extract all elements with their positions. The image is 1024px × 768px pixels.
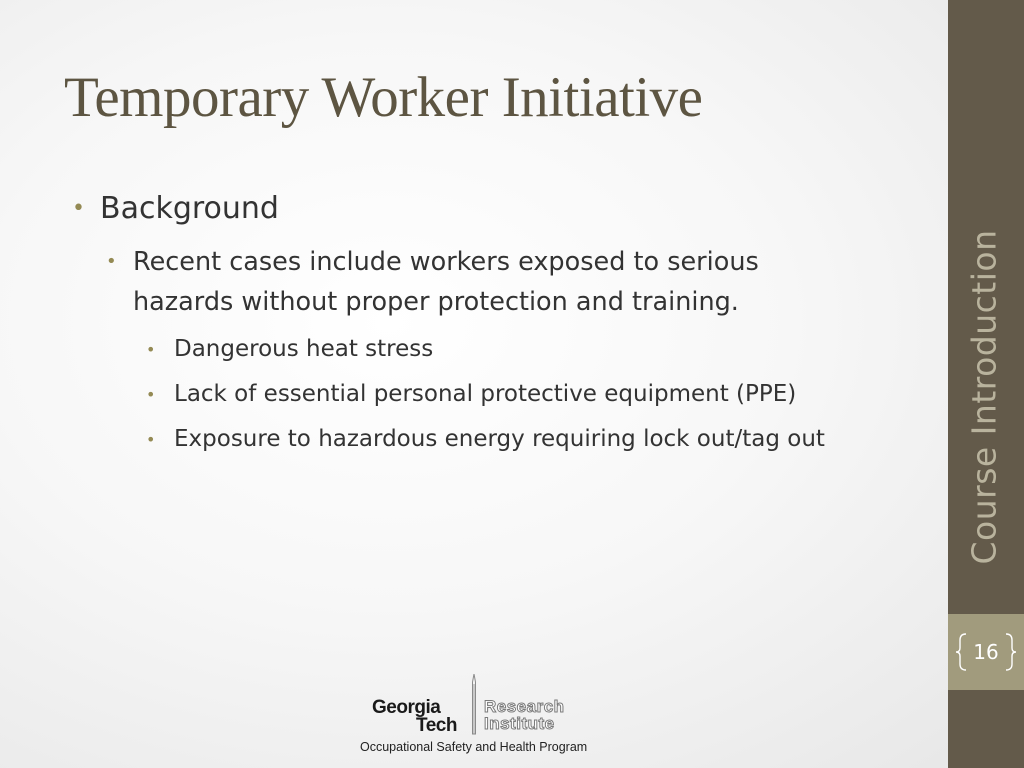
logo-research-text: Research (484, 697, 565, 716)
page-number: 16 (973, 640, 999, 664)
bullet-level2 (106, 242, 912, 322)
bullet-dot-icon: • (106, 251, 117, 272)
slide-body (72, 188, 912, 462)
bullet-text: Exposure to hazardous energy requiring lock out/tag out (174, 426, 825, 452)
bullet-level1 (72, 188, 912, 230)
page-number-box (948, 614, 1024, 690)
logo-tech-text: Tech (416, 715, 457, 736)
bullet-level3-heat-stress (146, 327, 912, 372)
tech-tower-icon (467, 674, 481, 736)
bullet-dot-icon: • (146, 340, 156, 359)
bullet-text: Dangerous heat stress (174, 336, 434, 362)
bullet-text-line-1: Recent cases include workers exposed to serious (133, 247, 759, 277)
bullet-dot-icon: • (72, 196, 85, 221)
slide-title: Temporary Worker Initiative (64, 66, 703, 129)
bullet-text: Background (100, 191, 279, 226)
georgia-tech-research-institute-logo (372, 674, 592, 734)
bullet-level3-ppe (146, 372, 912, 417)
program-name: Occupational Safety and Health Program (360, 740, 588, 754)
bullet-dot-icon: • (146, 430, 156, 449)
bullet-level3-lockout (146, 417, 912, 462)
logo-georgia-text: Georgia (372, 697, 441, 718)
bullet-dot-icon: • (146, 385, 156, 404)
logo-institute-text: Institute (484, 714, 555, 733)
bullet-text: Lack of essential personal protective equipment (PPE) (174, 381, 797, 407)
section-label: Course Introduction (964, 229, 1004, 565)
bullet-text-line-2: hazards without proper protection and training. (133, 287, 739, 317)
